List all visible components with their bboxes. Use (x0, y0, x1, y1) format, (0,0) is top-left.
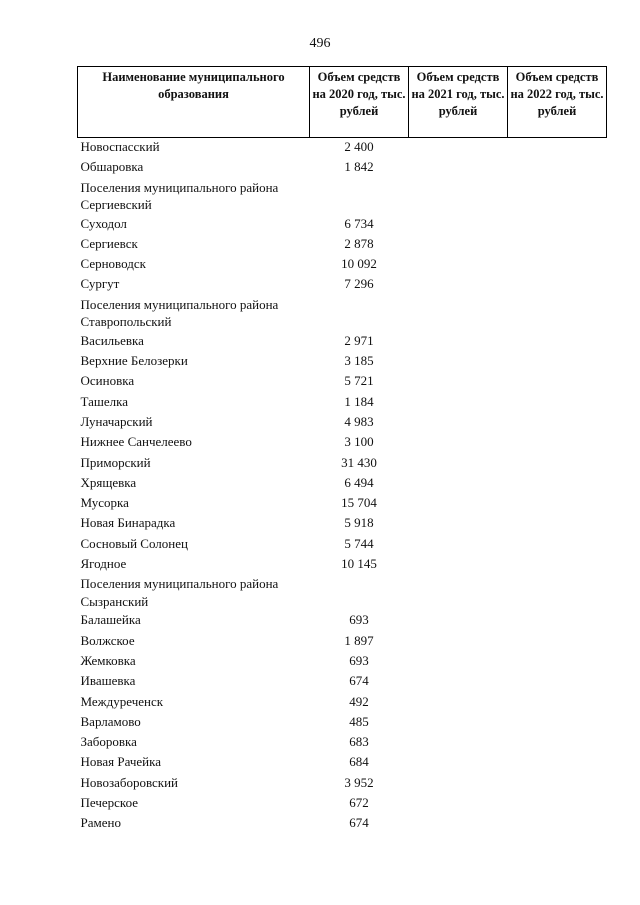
value-2022 (508, 454, 607, 474)
table-header-row (78, 67, 607, 138)
municipality-name: Серноводск (80, 256, 146, 272)
value-2021 (409, 413, 508, 433)
value-2020: 693 (349, 612, 369, 628)
value-2020: 693 (349, 652, 369, 668)
value-2021 (409, 372, 508, 392)
table-row (78, 275, 607, 295)
column-header-2021: Объем средств на 2021 год, тыс. рублей (409, 67, 508, 138)
value-2021 (409, 235, 508, 255)
value-2022 (508, 693, 607, 713)
table-row (78, 794, 607, 814)
value-2020: 683 (349, 734, 369, 750)
value-2021 (409, 179, 508, 215)
municipality-name: Ташелка (80, 393, 129, 409)
value-2022 (508, 535, 607, 555)
value-2021 (409, 514, 508, 534)
municipality-name: Варламово (80, 713, 141, 729)
municipality-name: Ягодное (80, 556, 127, 572)
value-2021 (409, 393, 508, 413)
municipality-name: Новая Бинарадка (80, 515, 176, 531)
value-2020: 2 400 (344, 139, 374, 154)
value-2021 (409, 753, 508, 773)
value-2022 (508, 814, 607, 834)
value-2020: 2 878 (344, 235, 374, 251)
table-row (78, 774, 607, 794)
value-2022 (508, 794, 607, 814)
municipality-name: Волжское (80, 632, 135, 648)
value-2020: 674 (349, 815, 369, 831)
table-row (78, 693, 607, 713)
value-2021 (409, 352, 508, 372)
value-2021 (409, 672, 508, 692)
value-2021 (409, 474, 508, 494)
table-row (78, 713, 607, 733)
value-2020: 5 721 (344, 373, 374, 389)
value-2020: 485 (349, 713, 369, 729)
value-2021 (409, 535, 508, 555)
value-2020: 3 185 (344, 353, 374, 369)
value-2020 (310, 296, 409, 332)
value-2021 (409, 555, 508, 575)
municipality-name: Новозаборовский (80, 774, 179, 790)
value-2021 (409, 611, 508, 631)
municipality-name: Печерское (80, 795, 138, 811)
table-row (78, 235, 607, 255)
value-2022 (508, 652, 607, 672)
municipality-name: Луначарский (80, 413, 153, 429)
value-2021 (409, 454, 508, 474)
group-header-row (78, 575, 607, 611)
municipality-name: Сургут (80, 276, 120, 292)
value-2021 (409, 733, 508, 753)
value-2020: 31 430 (341, 454, 377, 470)
value-2022 (508, 179, 607, 215)
value-2020: 5 744 (344, 535, 374, 551)
table-row (78, 535, 607, 555)
group-name: Поселения муниципального района Сергиевский (80, 179, 279, 213)
municipality-name: Верхние Белозерки (80, 353, 188, 369)
value-2022 (508, 215, 607, 235)
value-2020: 1 897 (344, 632, 374, 648)
value-2021 (409, 693, 508, 713)
table-body (78, 138, 607, 835)
value-2022 (508, 611, 607, 631)
value-2021 (409, 138, 508, 159)
value-2020: 15 704 (341, 495, 377, 511)
table-row (78, 255, 607, 275)
table-row (78, 672, 607, 692)
value-2020: 674 (349, 673, 369, 689)
table-row (78, 393, 607, 413)
value-2020: 6 734 (344, 215, 374, 231)
value-2021 (409, 158, 508, 178)
municipality-name: Жемковка (80, 652, 136, 668)
allocation-table (77, 66, 607, 835)
municipality-name: Сергиевск (80, 235, 138, 251)
group-header-row (78, 179, 607, 215)
table-row (78, 215, 607, 235)
value-2022 (508, 474, 607, 494)
column-header-name: Наименование муниципального образования (78, 67, 310, 138)
value-2021 (409, 433, 508, 453)
municipality-name: Нижнее Санчелеево (80, 434, 192, 450)
value-2020: 684 (349, 754, 369, 770)
value-2022 (508, 672, 607, 692)
value-2020 (310, 179, 409, 215)
value-2020: 492 (349, 693, 369, 709)
value-2022 (508, 352, 607, 372)
value-2020: 3 952 (344, 774, 374, 790)
value-2022 (508, 555, 607, 575)
value-2022 (508, 713, 607, 733)
table-row (78, 433, 607, 453)
value-2022 (508, 372, 607, 392)
group-header-row (78, 296, 607, 332)
table-row (78, 733, 607, 753)
table-row (78, 413, 607, 433)
value-2022 (508, 733, 607, 753)
value-2020: 10 092 (341, 256, 377, 272)
municipality-name: Осиновка (80, 373, 135, 389)
municipality-name: Хрящевка (80, 474, 137, 490)
value-2022 (508, 158, 607, 178)
value-2020: 10 145 (341, 556, 377, 572)
value-2020: 4 983 (344, 413, 374, 429)
value-2022 (508, 413, 607, 433)
column-header-2022: Объем средств на 2022 год, тыс. рублей (508, 67, 607, 138)
value-2021 (409, 814, 508, 834)
municipality-name: Рамено (80, 815, 121, 831)
municipality-name: Новая Рачейка (80, 754, 161, 770)
municipality-name: Обшаровка (80, 159, 144, 175)
municipality-name: Мусорка (80, 495, 129, 511)
column-header-2020: Объем средств на 2020 год, тыс. рублей (310, 67, 409, 138)
value-2022 (508, 575, 607, 611)
value-2021 (409, 794, 508, 814)
table-row (78, 454, 607, 474)
value-2022 (508, 433, 607, 453)
table-row (78, 494, 607, 514)
municipality-name: Васильевка (80, 332, 144, 348)
value-2022 (508, 296, 607, 332)
page-number: 496 (309, 36, 331, 51)
value-2020: 6 494 (344, 474, 374, 490)
value-2021 (409, 215, 508, 235)
value-2021 (409, 332, 508, 352)
value-2022 (508, 753, 607, 773)
table-row (78, 514, 607, 534)
value-2021 (409, 652, 508, 672)
municipality-name: Междуреченск (80, 693, 164, 709)
municipality-name: Заборовка (80, 734, 137, 750)
value-2022 (508, 275, 607, 295)
value-2022 (508, 255, 607, 275)
value-2020 (310, 575, 409, 611)
group-name: Поселения муниципального района Ставропольский (80, 296, 279, 330)
municipality-name: Приморский (80, 454, 151, 470)
municipality-name: Суходол (80, 215, 127, 231)
value-2022 (508, 235, 607, 255)
value-2021 (409, 275, 508, 295)
table-row (78, 652, 607, 672)
table-row (78, 611, 607, 631)
value-2020: 2 971 (344, 332, 374, 348)
group-name: Поселения муниципального района Сызранский (80, 576, 279, 609)
value-2020: 1 184 (344, 393, 374, 409)
value-2020: 1 842 (344, 159, 374, 175)
value-2020: 5 918 (344, 515, 374, 531)
value-2020: 672 (349, 795, 369, 811)
table-row (78, 372, 607, 392)
value-2021 (409, 575, 508, 611)
municipality-name: Сосновый Солонец (80, 535, 188, 551)
value-2022 (508, 494, 607, 514)
municipality-name: Балашейка (80, 612, 141, 628)
value-2022 (508, 514, 607, 534)
table-row (78, 632, 607, 652)
table-row (78, 158, 607, 178)
table-row (78, 753, 607, 773)
value-2022 (508, 393, 607, 413)
value-2020: 7 296 (344, 276, 374, 292)
value-2021 (409, 296, 508, 332)
value-2022 (508, 632, 607, 652)
table-row (78, 332, 607, 352)
table-row (78, 138, 607, 159)
value-2021 (409, 713, 508, 733)
value-2021 (409, 255, 508, 275)
value-2021 (409, 632, 508, 652)
value-2022 (508, 774, 607, 794)
municipality-name: Новоспасский (80, 139, 160, 154)
value-2022 (508, 138, 607, 159)
value-2021 (409, 494, 508, 514)
value-2020: 3 100 (344, 434, 374, 450)
value-2021 (409, 774, 508, 794)
table-row (78, 814, 607, 834)
value-2022 (508, 332, 607, 352)
table-row (78, 352, 607, 372)
table-row (78, 555, 607, 575)
table-row (78, 474, 607, 494)
municipality-name: Ивашевка (80, 673, 136, 689)
